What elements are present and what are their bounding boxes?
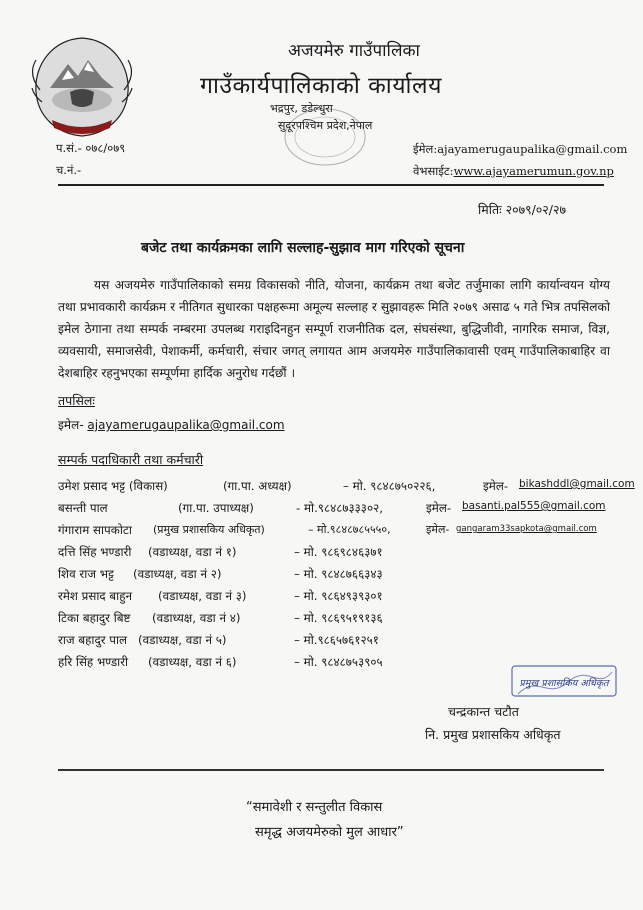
contact-phone: – मो. ९८६४९३९३०१ (294, 589, 383, 603)
header-email: ईमेल:ajayamerugaupalika@gmail.com (413, 142, 628, 156)
footer-divider (58, 769, 604, 771)
contact-email-label: इमेल- (426, 523, 450, 536)
office-name: गाउँकार्यपालिकाको कार्यालय (200, 73, 442, 99)
header-divider (58, 184, 604, 186)
contact-name: हरि सिंह भण्डारी (58, 655, 129, 669)
nepal-emblem-icon (22, 30, 142, 145)
contacts-heading: सम्पर्क पदाधिकारी तथा कर्मचारी (58, 452, 204, 467)
reference-number: प.सं.- ०७८/०७९ (56, 141, 126, 155)
contact-email-link[interactable]: bikashddl@gmail.com (519, 478, 635, 490)
signatory-name: चन्द्रकान्त चटौत (448, 704, 519, 719)
contact-name: रमेश प्रसाद बाहुन (58, 589, 133, 603)
contact-role: (वडाध्यक्ष, वडा नं ४) (152, 611, 241, 625)
contact-name: उमेश प्रसाद भट्ट (विकास) (58, 479, 168, 493)
contact-name: टिका बहादुर बिष्ट (58, 611, 131, 625)
contact-name: बसन्ती पाल (58, 501, 108, 515)
signatory-title: नि. प्रमुख प्रशासकिय अधिकृत (425, 727, 561, 742)
contact-role: (वडाध्यक्ष, वडा नं १) (148, 545, 237, 559)
motto-line-1: “समावेशी र सन्तुलीत विकास (246, 800, 383, 815)
contact-name: शिव राज भट्ट (58, 567, 114, 581)
body-text: यस अजयमेरु गाउँपालिकाको समग्र विकासको नीति, योजना, कार्यक्रम तथा बजेट तर्जुमाका लागि कार्यान्वयन योग्य तथा प्रभावकारी कार्यक्रम र नीतिगत सुधारका पक्षहरूमा अमूल्य सल्लाह र सुझावहरू मिति २०७९ असाढ ५ गते भित्र तपसिलको इमेल ठेगाना तथा सम्पर्क नम्बरमा उपलब्ध गराइदिनहुन सम्पूर्ण राजनीतिक दल, संघसंस्था, बुद्धिजीवी, नागरिक समाज, विज्ञ, व्यवसायी, समाजसेवी, पेशाकर्मी, कर्मचारी, संचार जगत् लगायत आम अजयमेरु गाउँपालिकावासी एवम् गाउँपालिकाबाहिर वा देशबाहिर रहनुभएका सम्पूर्णमा हार्दिक अनुरोध गर्दछौं । (58, 278, 610, 380)
contact-role: (गा.पा. अध्यक्ष) (223, 479, 292, 493)
office-stamp-icon (260, 92, 390, 172)
notice-title: बजेट तथा कार्यक्रमका लागि सल्लाह-सुझाव माग गरिएको सूचना (141, 240, 465, 256)
contact-email-link[interactable]: gangaram33sapkota@gmail.com (456, 524, 597, 534)
website-link[interactable]: www.ajayamerumun.gov.np (453, 164, 614, 178)
contact-phone: - मो.९८४८७३३३०२, (296, 501, 383, 515)
stamp-text: प्रमुख प्रशासकिय अधिकृत (519, 678, 609, 689)
motto-line-2: समृद्ध अजयमेरुको मुल आधार” (255, 825, 404, 840)
contact-role: (वडाध्यक्ष, वडा नं ३) (158, 589, 247, 603)
contact-phone: – मो. ९८४८७५०२२६, (343, 479, 436, 493)
contact-role: (वडाध्यक्ष, वडा नं २) (133, 567, 222, 581)
contact-email-label: इमेल- (483, 479, 509, 493)
contact-role: (गा.पा. उपाध्यक्ष) (178, 501, 254, 515)
signature-stamp-icon (508, 660, 620, 702)
contact-role: (वडाध्यक्ष, वडा नं ६) (148, 655, 237, 669)
notice-body (58, 274, 610, 384)
contact-phone: – मो. ९८४८७६६३४३ (294, 567, 383, 581)
contact-name: राज बहादुर पाल (58, 633, 128, 647)
org-name: अजयमेरु गाउँपालिका (288, 41, 420, 61)
contact-name: गंगाराम सापकोटा (58, 523, 132, 537)
contact-email-link[interactable]: basanti.pal555@gmail.com (462, 500, 606, 512)
header-website (413, 164, 614, 179)
details-email-label: इमेल- (58, 418, 84, 432)
contact-phone: – मो.९८४८७८५५५०, (308, 523, 391, 536)
details-email-link[interactable]: ajayamerugaupalika@gmail.com (87, 418, 285, 432)
contact-email-label: इमेल- (426, 501, 452, 515)
office-province: सुदूरपश्चिम प्रदेश,नेपाल (278, 119, 373, 132)
website-label: वेभसाईट: (413, 164, 454, 178)
contact-phone: – मो. ९८६९८४६३७१ (294, 545, 383, 559)
details-email-line (58, 416, 285, 433)
notice-date: मितिः २०७९/०२/२७ (478, 202, 566, 217)
office-location: भद्रपुर, डडेल्धुरा (270, 102, 333, 115)
contact-role: (प्रमुख प्रशासकिय अधिकृत) (153, 523, 265, 536)
dispatch-number: च.नं.- (56, 163, 82, 177)
contact-name: दत्ति सिंह भण्डारी (58, 545, 132, 559)
contact-phone: – मो.९८६५७६१२५१ (294, 633, 379, 647)
contact-phone: – मो. ९८६९५१९१३६ (294, 611, 383, 625)
contact-role: (वडाध्यक्ष, वडा नं ५) (138, 633, 227, 647)
contact-phone: – मो. ९८४८७५३९०५ (294, 655, 383, 669)
details-heading: तपसिलः (58, 393, 95, 408)
